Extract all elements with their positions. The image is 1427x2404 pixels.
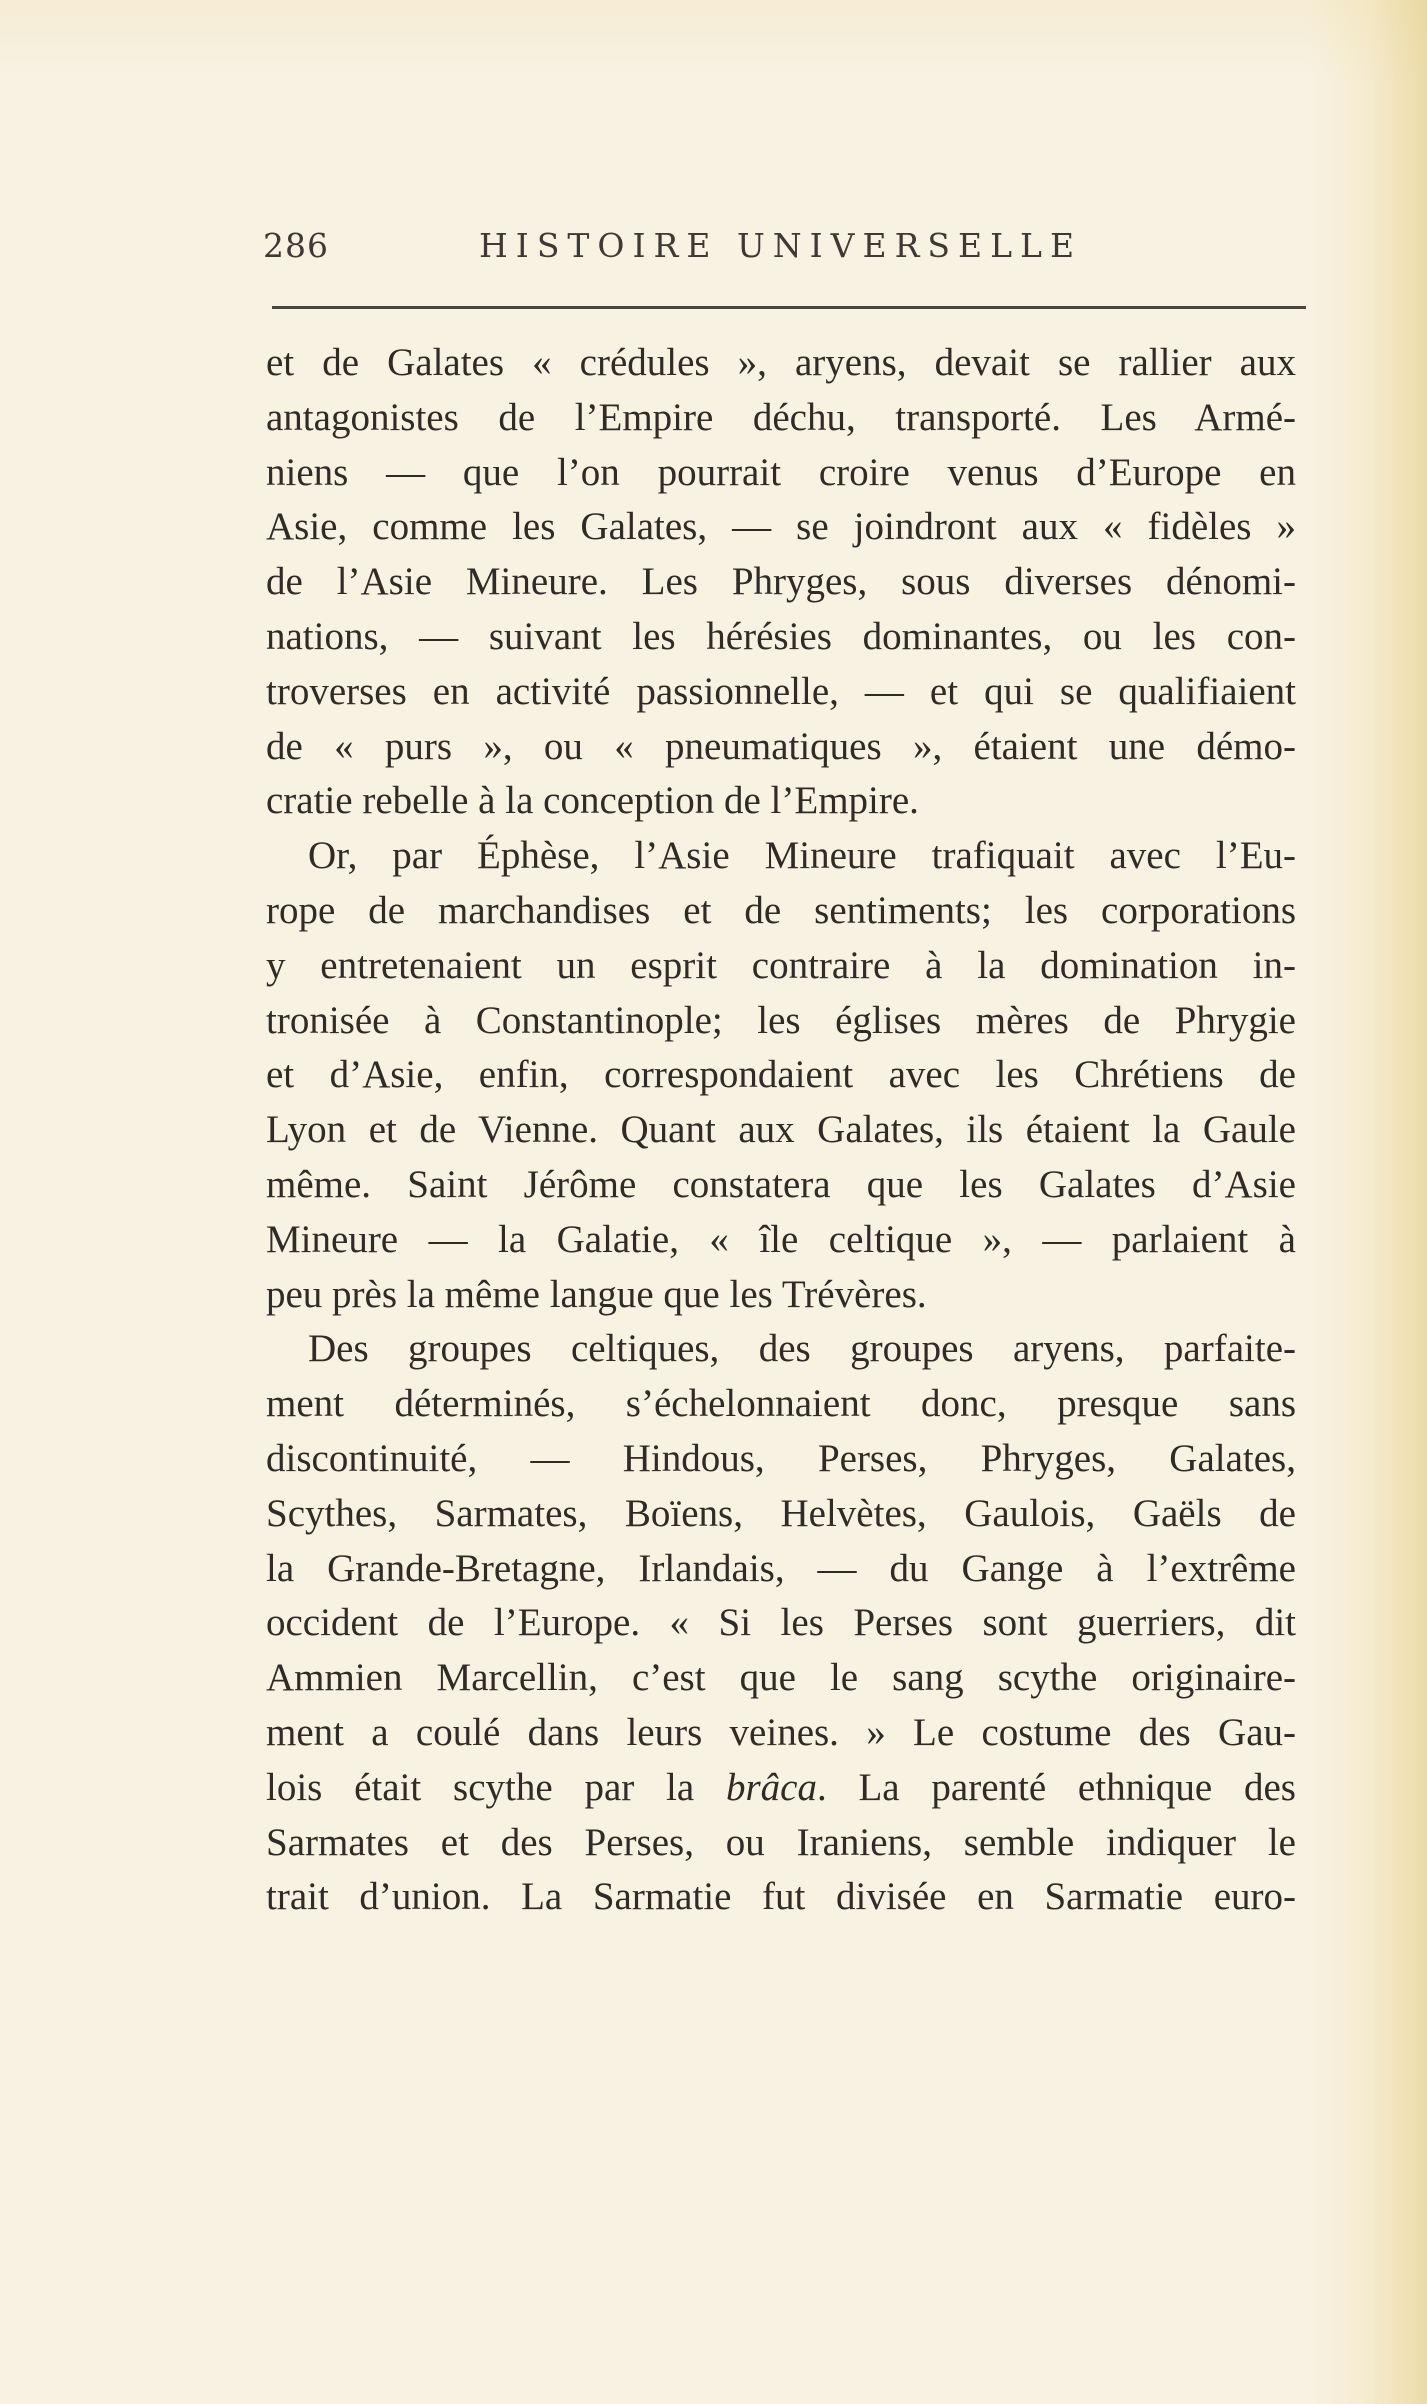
text-line: de « purs », ou « pneumatiques », étaient une démo- [266,724,1296,768]
text-line: occident de l’Europe. « Si les Perses sont guerriers, dit [266,1601,1296,1645]
page-number: 286 [263,226,329,265]
paragraph-1 [266,336,1296,829]
paragraph-3 [266,1322,1296,1925]
text-line: ment a coulé dans leurs veines. » Le costume des Gau- [266,1710,1296,1754]
paragraph-2 [266,829,1296,1322]
text-line: Ammien Marcellin, c’est que le sang scythe originaire- [266,1656,1296,1700]
text-line: troverses en activité passionnelle, — et qui se qualifiaient [266,669,1296,713]
text-line-with-italic [266,1761,1296,1816]
text-line: peu près la même langue que les Trévères. [266,1272,927,1316]
running-head: HISTOIRE UNIVERSELLE [479,226,1083,265]
text-line: Or, par Éphèse, l’Asie Mineure trafiquait avec l’Eu- [308,834,1296,878]
text-segment: lois était scythe par la [266,1765,726,1809]
text-line: la Grande-Bretagne, Irlandais, — du Gange à l’extrême [266,1546,1296,1590]
text-line: antagonistes de l’Empire déchu, transporté. Les Armé- [266,395,1296,439]
text-line: discontinuité, — Hindous, Perses, Phryges, Galates, [266,1436,1296,1480]
page-header [263,226,1263,276]
body-text [266,336,1296,1925]
text-line: de l’Asie Mineure. Les Phryges, sous diverses dénomi- [266,560,1296,604]
text-line: niens — que l’on pourrait croire venus d’Europe en [266,450,1296,494]
text-segment: . La parenté ethnique des [816,1765,1296,1809]
text-line: ment déterminés, s’échelonnaient donc, presque sans [266,1382,1296,1426]
text-line: rope de marchandises et de sentiments; les corporations [266,888,1296,932]
text-line: et d’Asie, enfin, correspondaient avec les Chrétiens de [266,1053,1296,1097]
text-line: Des groupes celtiques, des groupes aryens, parfaite- [308,1327,1296,1371]
text-line: même. Saint Jérôme constatera que les Galates d’Asie [266,1162,1296,1206]
text-line: et de Galates « crédules », aryens, devait se rallier aux [266,341,1296,384]
text-line: cratie rebelle à la conception de l’Empire. [266,779,919,823]
text-line: Sarmates et des Perses, ou Iraniens, semble indiquer le [266,1820,1296,1864]
text-line: Lyon et de Vienne. Quant aux Galates, ils étaient la Gaule [266,1108,1296,1152]
text-line: Asie, comme les Galates, — se joindront aux « fidèles » [266,505,1296,549]
text-line: y entretenaient un esprit contraire à la domination in- [266,943,1296,987]
text-line: nations, — suivant les hérésies dominantes, ou les con- [266,614,1296,658]
text-line: trait d’union. La Sarmatie fut divisée en Sarmatie euro- [266,1875,1296,1919]
text-line: Mineure — la Galatie, « île celtique », — parlaient à [266,1217,1296,1261]
text-line: Scythes, Sarmates, Boïens, Helvètes, Gaulois, Gaëls de [266,1491,1296,1535]
text-line: tronisée à Constantinople; les églises mères de Phrygie [266,998,1296,1042]
italic-word: brâca [725,1765,817,1809]
header-rule [272,306,1306,309]
